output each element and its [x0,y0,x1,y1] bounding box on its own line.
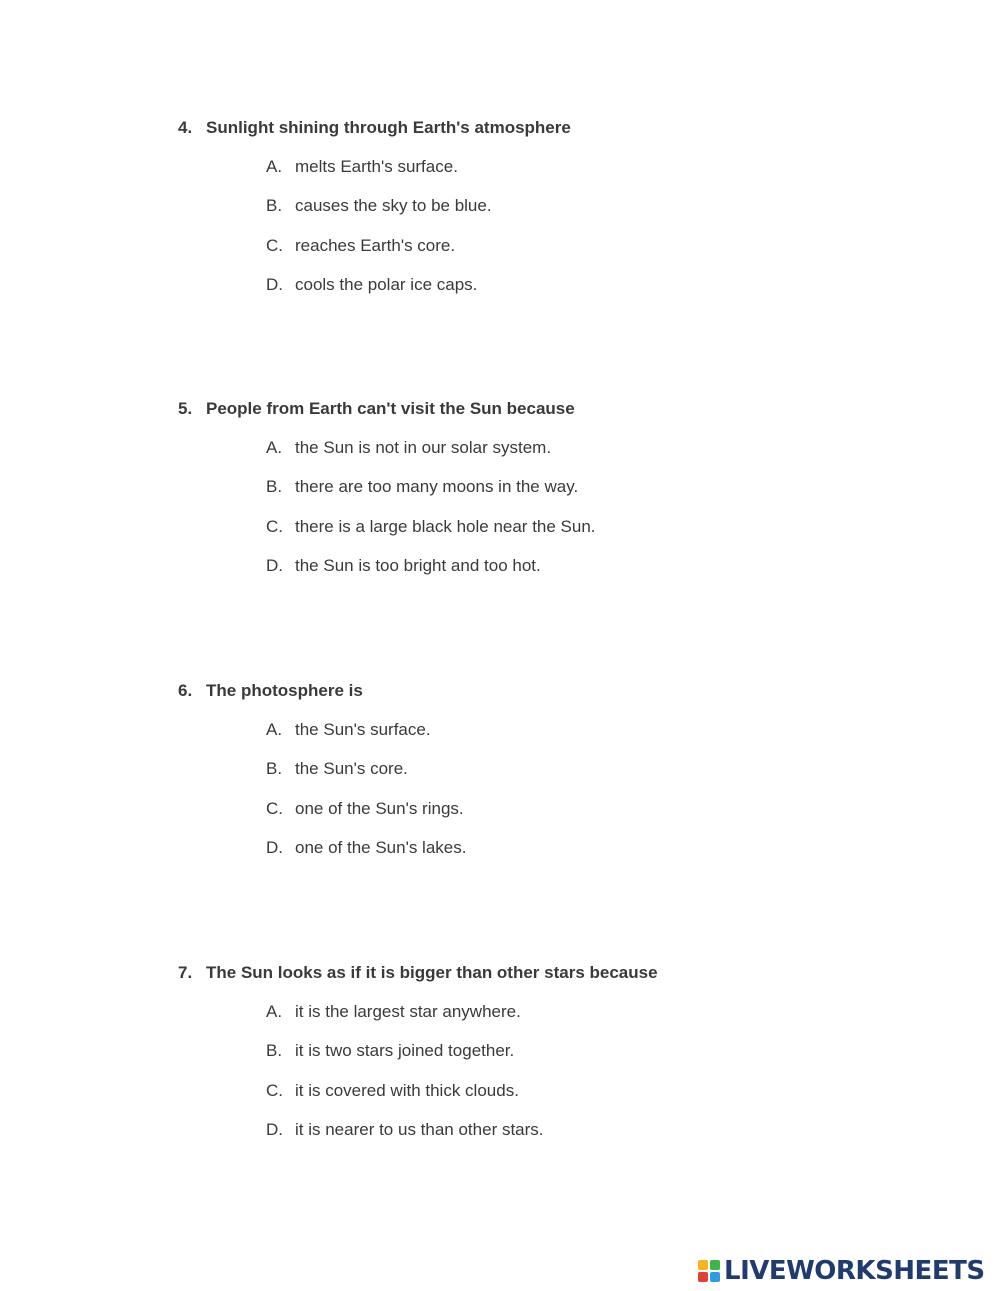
option-b[interactable] [266,196,938,216]
question-7 [178,963,938,1159]
option-letter: D. [266,555,283,575]
option-d[interactable] [266,275,938,295]
option-letter: D. [266,274,283,294]
question-number: 7. [178,963,193,982]
question-5 [178,399,938,595]
option-text: cools the polar ice caps. [295,274,478,294]
option-letter: B. [266,1041,283,1061]
option-letter: A. [266,720,283,739]
option-a[interactable] [266,438,938,458]
option-text: reaches Earth's core. [295,235,456,255]
option-letter: C. [266,516,283,536]
option-letter: A. [266,1002,283,1021]
option-text: it is the largest star anywhere. [295,1002,521,1021]
option-letter: B. [266,477,283,497]
option-text: the Sun's core. [295,759,408,779]
option-text: melts Earth's surface. [295,157,458,176]
option-letter: C. [266,235,283,255]
answer-options [178,720,938,858]
option-text: it is covered with thick clouds. [295,1080,519,1100]
option-b[interactable] [266,1041,938,1061]
question-text: The photosphere is [206,681,363,700]
option-letter: A. [266,438,283,457]
question-4 [178,118,938,314]
option-text: it is nearer to us than other stars. [295,1119,544,1139]
option-text: causes the sky to be blue. [295,196,492,216]
option-text: it is two stars joined together. [295,1041,515,1061]
option-a[interactable] [266,157,938,177]
option-letter: C. [266,798,283,818]
question-header [178,399,938,419]
question-text: People from Earth can't visit the Sun because [206,399,575,418]
option-text: the Sun is not in our solar system. [295,438,552,457]
option-d[interactable] [266,556,938,576]
option-b[interactable] [266,477,938,497]
option-c[interactable] [266,236,938,256]
question-text: Sunlight shining through Earth's atmosphere [206,118,571,137]
answer-options [178,157,938,295]
question-header [178,963,938,983]
option-b[interactable] [266,759,938,779]
question-header [178,118,938,138]
answer-options [178,438,938,576]
question-number: 4. [178,118,193,137]
option-d[interactable] [266,1120,938,1140]
option-c[interactable] [266,799,938,819]
option-letter: D. [266,1119,283,1139]
option-c[interactable] [266,1081,938,1101]
logo-square-icon [710,1272,720,1282]
logo-square-icon [698,1272,708,1282]
question-number: 5. [178,399,193,418]
option-letter: C. [266,1080,283,1100]
logo-square-icon [710,1260,720,1270]
option-d[interactable] [266,838,938,858]
question-number: 6. [178,681,193,700]
answer-options [178,1002,938,1140]
option-text: the Sun's surface. [295,720,431,739]
option-text: one of the Sun's rings. [295,798,464,818]
logo-square-icon [698,1260,708,1270]
question-6 [178,681,938,877]
option-letter: B. [266,196,283,216]
liveworksheets-logo [698,1258,985,1284]
question-header [178,681,938,701]
question-text: The Sun looks as if it is bigger than other stars because [206,963,658,982]
option-a[interactable] [266,720,938,740]
option-a[interactable] [266,1002,938,1022]
option-text: the Sun is too bright and too hot. [295,555,541,575]
option-text: there is a large black hole near the Sun. [295,516,596,536]
option-c[interactable] [266,517,938,537]
logo-text: LIVEWORKSHEETS [724,1256,985,1286]
option-letter: B. [266,759,283,779]
option-letter: D. [266,837,283,857]
option-text: one of the Sun's lakes. [295,837,467,857]
logo-icon [698,1260,720,1282]
option-text: there are too many moons in the way. [295,477,579,497]
option-letter: A. [266,157,283,176]
